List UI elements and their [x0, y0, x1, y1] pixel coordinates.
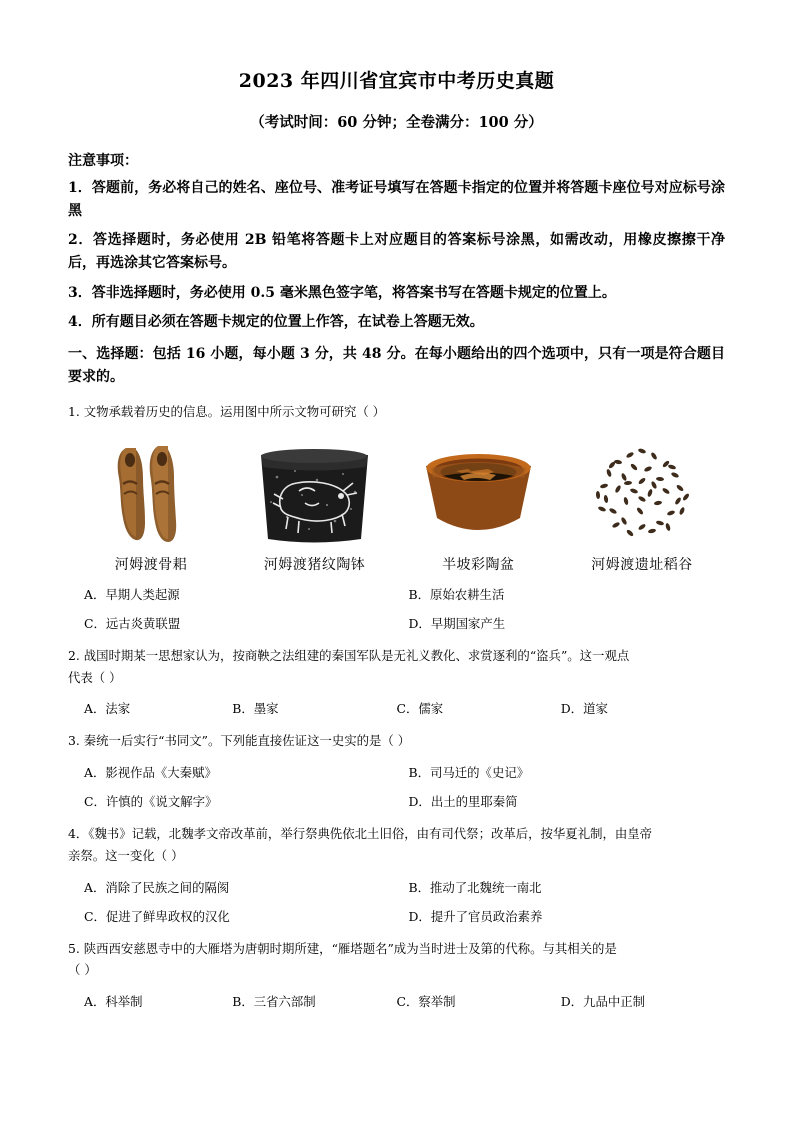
- figure-caption: 半坡彩陶盆: [442, 557, 515, 574]
- option-c[interactable]: C．远古炎黄联盟: [84, 616, 181, 632]
- rice-grains-artifact-icon: [567, 437, 717, 547]
- option-b[interactable]: B．原始农耕生活: [408, 587, 505, 603]
- pig-pattern-pottery-bowl-icon: [240, 437, 390, 547]
- bone-spade-artifact-icon: [76, 437, 226, 547]
- banpo-painted-pottery-basin-icon: [403, 437, 553, 547]
- question-3-options-row-2: [68, 792, 725, 810]
- question-4-options-row-2: [68, 907, 725, 925]
- option-a[interactable]: A．消除了民族之间的隔阂: [84, 879, 230, 895]
- notice-item-2: 2．答选择题时，务必使用 2B 铅笔将答题卡上对应题目的答案标号涂黑，如需改动，用橡皮擦擦干净后，再选涂其它答案标号。: [68, 232, 725, 272]
- question-4-stem-continued: 亲祭。这一变化（ ）: [68, 847, 184, 863]
- option-a[interactable]: A．科举制: [84, 994, 143, 1009]
- notice-item-1: 1．答题前，务必将自己的姓名、座位号、准考证号填写在答题卡指定的位置并将答题卡座位号对应标号涂黑: [68, 180, 725, 219]
- option-b[interactable]: B．墨家: [232, 701, 279, 717]
- option-c[interactable]: C．促进了鲜卑政权的汉化: [84, 908, 230, 924]
- figure-item: [240, 437, 390, 574]
- figure-caption: 河姆渡骨耜: [114, 557, 188, 574]
- question-5-stem-continued: （ ）: [68, 962, 97, 978]
- exam-subtitle: （考试时间：60 分钟；全卷满分：100 分）: [250, 114, 543, 131]
- option-c[interactable]: C．许慎的《说文解字》: [84, 794, 218, 810]
- question-1-options-row-2: [68, 614, 725, 632]
- option-b[interactable]: B．推动了北魏统一南北: [408, 879, 542, 895]
- notice-item-4: 4．所有题目必须在答题卡规定的位置上作答，在试卷上答题无效。: [68, 314, 484, 331]
- option-d[interactable]: D．出土的里耶秦简: [408, 794, 518, 810]
- question-3-options-row-1: [68, 763, 725, 781]
- question-5-stem: 5. 陕西西安慈恩寺中的大雁塔为唐朝时期所建，“雁塔题名”成为当时进士及第的代称。与其相关的是: [68, 940, 617, 956]
- option-a[interactable]: A．法家: [84, 701, 131, 717]
- figure-item: [403, 437, 553, 574]
- question-4-stem: 4．《魏书》记载，北魏孝文帝改革前，举行祭典侁依北土旧俗，由有司代祭；改革后，按华夏礼制，由皇帝: [68, 826, 653, 842]
- notice-heading: 注意事项：: [68, 153, 138, 169]
- question-2-options-row: [68, 699, 725, 717]
- option-a[interactable]: A．影视作品《大秦赋》: [84, 765, 217, 781]
- figure-caption: 河姆渡遗址稻谷: [591, 557, 693, 574]
- option-b[interactable]: B．司马迁的《史记》: [408, 765, 530, 781]
- option-d[interactable]: D．早期国家产生: [408, 616, 506, 632]
- page-title: 2023 年四川省宜宾市中考历史真题: [238, 70, 555, 92]
- question-1-figure-row: [68, 437, 725, 574]
- question-1-stem: 1. 文物承载着历史的信息。运用图中所示文物可研究（ ）: [68, 404, 386, 420]
- question-4-options-row-1: [68, 878, 725, 896]
- option-d[interactable]: D．九品中正制: [560, 994, 646, 1009]
- figure-caption: 河姆渡猪纹陶钵: [263, 557, 366, 574]
- question-1-options-row-1: [68, 585, 725, 603]
- option-c[interactable]: C．儒家: [396, 701, 444, 717]
- section-heading-multiple-choice: 一、选择题：包括 16 小题，每小题 3 分，共 48 分。在每小题给出的四个选项中，只有一项是符合题目要求的。: [68, 346, 725, 385]
- question-3-stem: 3. 秦统一后实行“书同文”。下列能直接佐证这一史实的是（ ）: [68, 733, 411, 749]
- figure-item: [567, 437, 717, 574]
- option-c[interactable]: C．察举制: [396, 994, 456, 1009]
- question-5-options-row: [68, 992, 725, 1010]
- question-2-stem: 2. 战国时期某一思想家认为，按商鞅之法组建的秦国军队是无礼义教化、求赏逐利的“盗兵”。这一观点: [68, 648, 630, 664]
- option-b[interactable]: B．三省六部制: [232, 994, 316, 1009]
- option-d[interactable]: D．提升了官员政治素养: [408, 908, 543, 924]
- figure-item: [76, 437, 226, 574]
- option-a[interactable]: A．早期人类起源: [84, 587, 180, 603]
- question-2-stem-continued: 代表（ ）: [68, 669, 122, 685]
- notice-item-3: 3．答非选择题时，务必使用 0.5 毫米黑色签字笔，将答案书写在答题卡规定的位置上。: [68, 284, 616, 301]
- option-d[interactable]: D．道家: [560, 701, 608, 717]
